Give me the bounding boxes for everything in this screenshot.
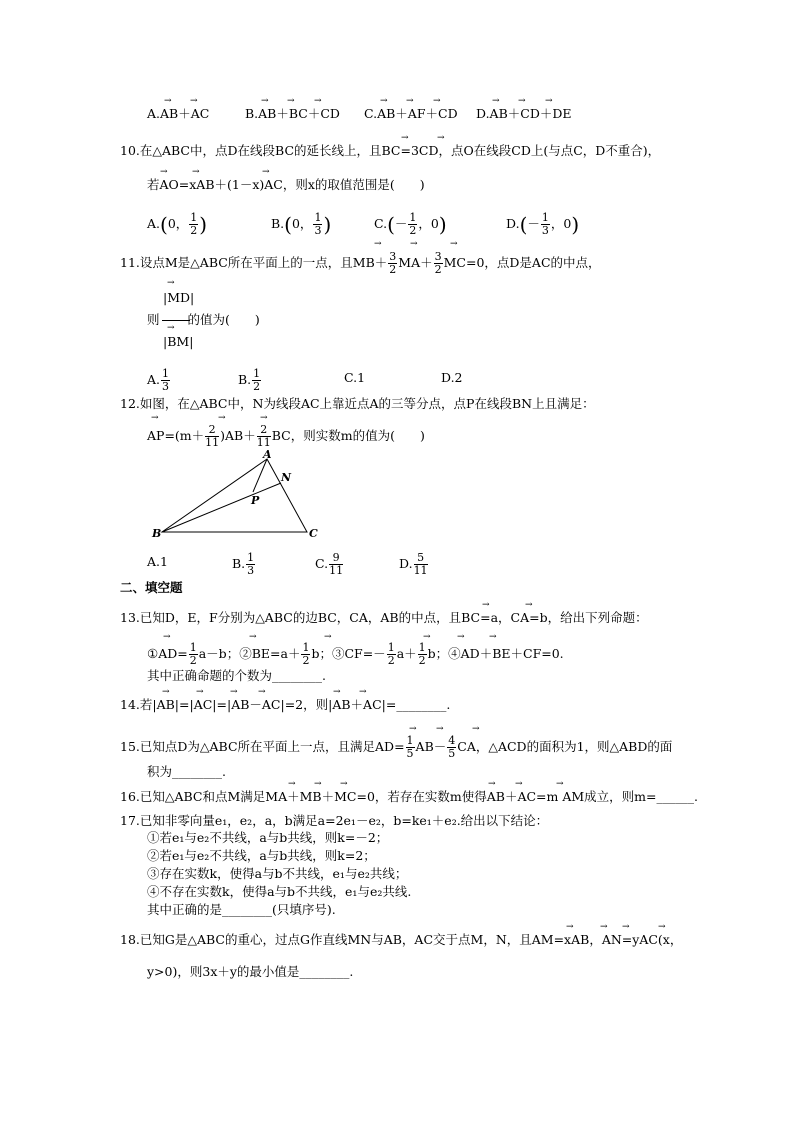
vector-arrow: → <box>160 167 168 177</box>
vector-arrow: → <box>374 239 382 249</box>
vector-arrow: → <box>359 687 367 697</box>
q13-line1: 13.已知D，E，F分别为△ABC的边BC，CA，AB的中点，且BC=a，CA=b，给出下列命题： <box>120 610 648 625</box>
vector-arrow: → <box>457 632 465 642</box>
q10-line2: 若AO=xAB＋(1－x)AC，则x的取值范围是( ) <box>147 177 425 192</box>
q12-line1: 12.如图，在△ABC中，N为线段AC上靠近点A的三等分点，点P在线段BN上且满足： <box>120 396 595 411</box>
q10-option-b: B.(0， $\frac{1}{3}$ ) <box>271 211 332 237</box>
vector-arrow: → <box>314 96 322 106</box>
q12-option-b: B. $\frac{1}{3}$ <box>232 551 255 577</box>
vector-arrow: → <box>566 922 574 932</box>
vector-arrow: → <box>423 632 431 642</box>
vector-arrow: → <box>192 167 200 177</box>
q13-prop-3: ③CF=－ $\frac{1}{2}$ a＋ $\frac{1}{2}$ b； <box>331 641 449 667</box>
vector-arrow: → <box>167 323 175 333</box>
vector-arrow: → <box>167 278 175 288</box>
triangle-abc <box>162 459 307 532</box>
vector-arrow: → <box>258 687 266 697</box>
q12-option-c: C. $\frac{9}{11}$ <box>315 551 344 577</box>
vector-arrow: → <box>333 687 341 697</box>
vector-arrow: → <box>515 779 523 789</box>
vector-arrow: → <box>658 922 666 932</box>
vector-arrow: → <box>164 96 172 106</box>
vector-arrow: → <box>489 632 497 642</box>
label-p: P <box>251 494 260 507</box>
q10-option-a: A.(0， $\frac{1}{2}$ ) <box>147 211 208 237</box>
vector-arrow: → <box>492 96 500 106</box>
q11-line1: 11.设点M是△ABC所在平面上的一点，且MB＋ $\frac{3}{2}$ MA＋ $\frac{3}{2}$ MC=0，点D是AC的中点， <box>120 250 601 276</box>
vector-arrow: → <box>409 724 417 734</box>
vector-arrow: → <box>196 687 204 697</box>
q15-line2: 积为________. <box>147 764 226 779</box>
vector-arrow: → <box>518 96 526 106</box>
vector-arrow: → <box>472 724 480 734</box>
vector-arrow: → <box>525 600 533 610</box>
vector-arrow: → <box>260 413 268 423</box>
vector-arrow: → <box>340 779 348 789</box>
vector-arrow: → <box>262 167 270 177</box>
vector-arrow: → <box>482 600 490 610</box>
q13-propositions <box>147 642 564 667</box>
vector-arrow: → <box>163 632 171 642</box>
q16-text: 16.已知△ABC和点M满足MA＋MB＋MC=0，若存在实数m使得AB＋AC=m AM成立，则m=______. <box>120 789 698 804</box>
vector-arrow: → <box>162 687 170 697</box>
triangle-figure <box>145 445 335 545</box>
vector-arrow: → <box>622 922 630 932</box>
q10-option-d: D.(－ $\frac{1}{3}$ ，0) <box>506 211 580 237</box>
vector-arrow: → <box>261 96 269 106</box>
vector-arrow: → <box>437 133 445 143</box>
q10-line1: 10.在△ABC中，点D在线段BC的延长线上，且BC=3CD，点O在线段CD上(与点C，D不重合)， <box>120 143 661 158</box>
q11-ratio-denominator: |BM| <box>163 334 194 349</box>
q17-item-4: ④不存在实数k，使得a与b不共线，e₁与e₂共线. <box>147 884 412 899</box>
q13-prop-4: ④AD＋BE＋CF=0. <box>448 646 564 661</box>
vector-arrow: → <box>190 96 198 106</box>
q11-option-b: B. $\frac{1}{2}$ <box>238 367 261 393</box>
q11-ratio-numerator: |MD| <box>163 290 195 305</box>
vector-arrow: → <box>545 96 553 106</box>
vector-arrow: → <box>230 687 238 697</box>
vector-arrow: → <box>314 779 322 789</box>
vector-arrow: → <box>406 96 414 106</box>
vector-arrow: → <box>401 133 409 143</box>
q9-option-d: D.AB＋CD＋DE <box>476 106 572 121</box>
label-a: A <box>263 448 272 461</box>
vector-arrow: → <box>324 632 332 642</box>
q9-option-a: A.AB＋AC <box>147 106 210 121</box>
q17-item-1: ①若e₁与e₂不共线，a与b共线，则k=－2； <box>147 830 389 845</box>
vector-arrow: → <box>450 239 458 249</box>
q12-option-a: A.1 <box>147 554 168 569</box>
q17-item-2: ②若e₁与e₂不共线，a与b共线，则k=2； <box>147 848 376 863</box>
label-n: N <box>281 471 292 484</box>
q9-option-b: B.AB＋BC＋CD <box>245 106 340 121</box>
q14-text: 14.若|AB|=|AC|=|AB－AC|=2，则|AB＋AC|=________. <box>120 697 451 712</box>
q12-option-d: D. $\frac{5}{11}$ <box>399 551 428 577</box>
q17-footer: 其中正确的是________(只填序号). <box>147 902 336 917</box>
q15-line1: 15.已知点D为△ABC所在平面上一点，且满足AD= $\frac{1}{5}$ AB－ $\frac{4}{5}$ CA，△ACD的面积为1，则△ABD的面 <box>120 734 673 760</box>
vector-arrow: → <box>249 632 257 642</box>
q18-line2: y>0)，则3x＋y的最小值是________. <box>147 964 354 979</box>
vector-arrow: → <box>218 413 226 423</box>
q10-option-c: C.(－ $\frac{1}{2}$ ，0) <box>374 211 447 237</box>
q13-prop-2: ②BE=a＋ $\frac{1}{2}$ b； <box>239 641 332 667</box>
label-c: C <box>309 527 318 540</box>
vector-arrow: → <box>287 96 295 106</box>
vector-arrow: → <box>436 724 444 734</box>
q11-option-a: A. $\frac{1}{3}$ <box>147 367 170 393</box>
q17-line1: 17.已知非零向量e₁，e₂，a，b满足a=2e₁－e₂，b=ke₁＋e₂.给出以下结论： <box>120 813 549 828</box>
vector-arrow: → <box>380 96 388 106</box>
q13-question: 其中正确命题的个数为________. <box>147 668 326 683</box>
vector-arrow: → <box>600 922 608 932</box>
q11-option-c: C.1 <box>344 370 366 385</box>
section-title: 二、填空题 <box>120 580 183 595</box>
q11-line2: 则 的值为( ) <box>147 312 260 327</box>
q12-line2: AP=(m＋ $\frac{2}{11}$ )AB＋ $\frac{2}{11}$ BC，则实数m的值为( ) <box>147 423 425 449</box>
q18-line1: 18.已知G是△ABC的重心，过点G作直线MN与AB，AC交于点M，N，且AM=xAB，AN=yAC(x， <box>120 932 683 947</box>
vector-arrow: → <box>488 779 496 789</box>
vector-arrow: → <box>151 413 159 423</box>
label-b: B <box>152 527 162 540</box>
vector-arrow: → <box>556 779 564 789</box>
vector-arrow: → <box>433 96 441 106</box>
fraction-bar <box>162 320 190 321</box>
vector-arrow: → <box>288 779 296 789</box>
q17-item-3: ③存在实数k，使得a与b不共线，e₁与e₂共线； <box>147 866 408 881</box>
q9-option-c: C.AB＋AF＋CD <box>364 106 458 121</box>
q11-option-d: D.2 <box>441 370 463 385</box>
q13-prop-1: ①AD= $\frac{1}{2}$ a－b； <box>147 641 240 667</box>
vector-arrow: → <box>410 239 418 249</box>
